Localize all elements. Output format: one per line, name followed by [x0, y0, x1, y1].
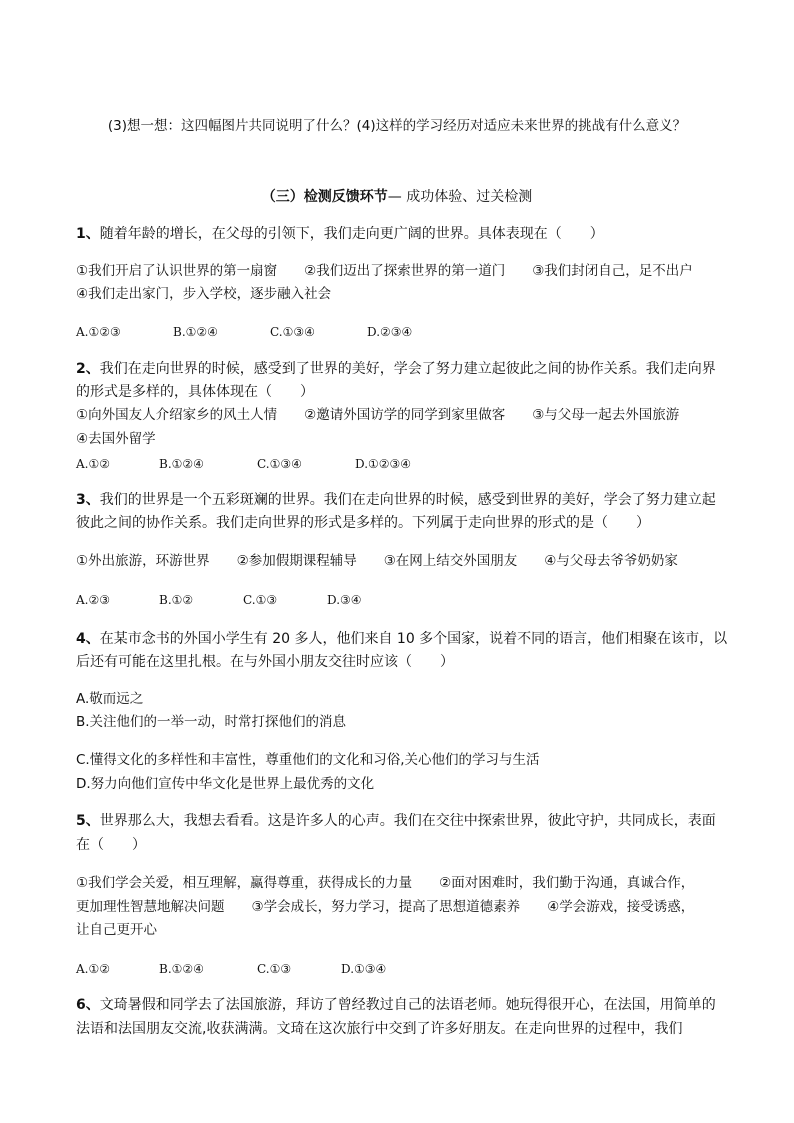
question-text: 文琦暑假和同学去了法国旅游，拜访了曾经教过自己的法语老师。她玩得很开心，在法国，用简单的	[99, 997, 716, 1013]
option-b: B.①②④	[173, 325, 218, 339]
question-text: 世界那么大，我想去看看。这是许多人的心声。我们在交往中探索世界，彼此守护，共同成长，表面	[99, 813, 716, 829]
question-4-choice-d: D.努力向他们宣传中华文化是世界上最优秀的文化	[76, 776, 375, 792]
option-d: D.①③④	[341, 962, 387, 976]
question-3-statement: ①外出旅游，环游世界 ②参加假期课程辅导 ③在网上结交外国朋友 ④与父母去爷爷奶奶家	[76, 553, 678, 569]
question-6-stem	[76, 995, 721, 1015]
question-number: 4、	[76, 631, 100, 647]
option-c: C.①③	[243, 593, 278, 607]
option-d: D.②③④	[367, 325, 413, 339]
question-4-choice-a: A.敬而远之	[76, 691, 144, 707]
option-b: B.①②	[159, 593, 194, 607]
option-a: A.①②③	[76, 325, 121, 339]
question-6-stem-cont: 法语和法国朋友交流,收获满满。文琦在这次旅行中交到了许多好朋友。在走向世界的过程中，我们	[76, 1021, 683, 1037]
question-5-statement: ①我们学会关爱，相互理解，赢得尊重，获得成长的力量 ②面对困难时，我们勤于沟通，真诚合作，	[76, 875, 695, 891]
question-5-stem-cont: 在（ ）	[76, 837, 146, 853]
question-2-options	[76, 454, 721, 474]
question-5-options	[76, 959, 721, 979]
question-text: 在某市念书的外国小学生有 20 多人，他们来自 10 多个国家，说着不同的语言，他们相聚在该市，以	[99, 631, 728, 647]
question-number: 5、	[76, 813, 100, 829]
option-b: B.①②④	[159, 962, 204, 976]
question-1-statement: ①我们开启了认识世界的第一扇窗 ②我们迈出了探索世界的第一道门 ③我们封闭自己，足不出户	[76, 263, 693, 279]
question-3-stem-cont: 彼此之间的协作关系。我们走向世界的形式是多样的。下列属于走向世界的形式的是（ ）	[76, 515, 650, 531]
think-line: (3)想一想：这四幅图片共同说明了什么？(4)这样的学习经历对适应未来世界的挑战有什么意义？	[107, 118, 687, 134]
section-title-bold: （三）检测反馈环节	[261, 189, 388, 205]
option-c: C.①③④	[257, 457, 302, 471]
section-title-rest: — 成功体验、过关检测	[387, 189, 533, 205]
question-number: 6、	[76, 997, 100, 1013]
question-4-stem	[76, 629, 728, 649]
option-c: C.①③	[257, 962, 292, 976]
option-a: A.①②	[76, 457, 110, 471]
question-text: 我们的世界是一个五彩斑斓的世界。我们在走向世界的时候，感受到世界的美好，学会了努力建立起	[99, 492, 716, 508]
option-d: D.①②③④	[355, 457, 412, 471]
question-3-options	[76, 590, 721, 610]
question-5-statement: 更加理性智慧地解决问题 ③学会成长，努力学习，提高了思想道德素养 ④学会游戏，接受诱惑，	[76, 899, 695, 915]
question-4-choice-c: C.懂得文化的多样性和丰富性，尊重他们的文化和习俗,关心他们的学习与生活	[76, 752, 540, 768]
option-a: A.①②	[76, 962, 110, 976]
option-a: A.②③	[76, 593, 110, 607]
question-text: 随着年龄的增长，在父母的引领下，我们走向更广阔的世界。具体表现在（ ）	[99, 226, 604, 242]
question-number: 2、	[76, 361, 100, 377]
question-3-stem	[76, 490, 721, 510]
question-2-statement: ①向外国友人介绍家乡的风土人情 ②邀请外国访学的同学到家里做客 ③与父母一起去外国旅游	[76, 407, 680, 423]
option-b: B.①②④	[159, 457, 204, 471]
question-2-statement: ④去国外留学	[76, 431, 156, 447]
question-1-options	[76, 322, 721, 342]
option-d: D.③④	[327, 593, 362, 607]
question-text: 我们在走向世界的时候，感受到了世界的美好，学会了努力建立起彼此之间的协作关系。我们走向界	[99, 361, 716, 377]
question-5-statement: 让自己更开心	[76, 922, 157, 938]
question-number: 3、	[76, 492, 100, 508]
question-number: 1、	[76, 226, 100, 242]
question-4-choice-b: B.关注他们的一举一动，时常打探他们的消息	[76, 714, 347, 730]
option-c: C.①③④	[270, 325, 315, 339]
question-4-stem-cont: 后还有可能在这里扎根。在与外国小朋友交往时应该（ ）	[76, 654, 454, 670]
question-1-stem	[76, 224, 721, 244]
question-1-statement: ④我们走出家门，步入学校，逐步融入社会	[76, 286, 332, 302]
question-5-stem	[76, 811, 721, 831]
section-title	[0, 187, 794, 207]
question-2-stem-cont: 的形式是多样的，具体体现在（ ）	[76, 384, 314, 400]
question-2-stem	[76, 359, 721, 379]
